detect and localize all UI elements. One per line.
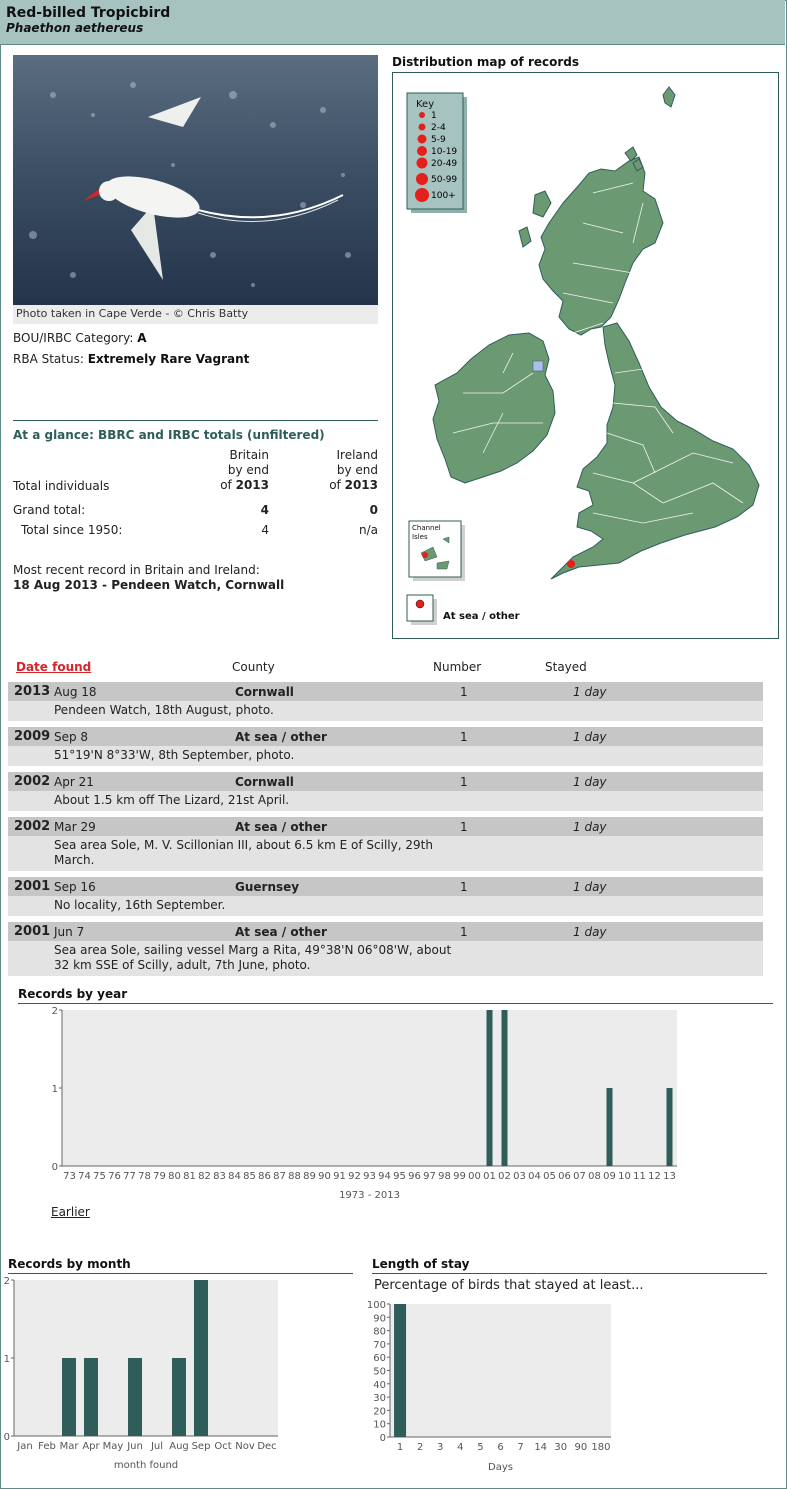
grand-total-ireland: 0 [369,503,378,517]
x-tick-label: Jun [127,1441,143,1452]
y-tick-label: 2 [3,1276,10,1287]
record-row [8,877,763,916]
grand-total-label: Grand total: [13,503,86,517]
x-tick-label: 04 [528,1171,541,1182]
plot-area [390,1304,611,1437]
record-date: Aug 18 [54,685,97,699]
key-dot [417,146,427,156]
key-dot [419,124,426,131]
category-value: A [137,331,147,345]
x-tick-label: Oct [214,1441,232,1452]
y-tick-label: 80 [373,1326,386,1338]
col-ireland-header: Ireland by end of 2013 [329,448,378,492]
y-tick-label: 70 [373,1339,386,1351]
record-stayed: 1 day [573,880,607,894]
record-stayed: 1 day [573,775,607,789]
x-tick-label: 99 [453,1171,466,1182]
key-label: 10-19 [431,147,458,157]
grand-total-britain: 4 [260,503,269,517]
x-tick-label: Sep [191,1441,211,1452]
x-tick-label: Apr [82,1441,100,1452]
bar [394,1304,406,1437]
record-county: Guernsey [235,880,300,894]
records-by-year-chart [40,1005,690,1205]
record-date: Sep 16 [54,880,96,894]
county-header: County [232,660,275,674]
channel-isles-label-2: Isles [412,533,428,541]
rba-status-value: Extremely Rare Vagrant [87,352,250,366]
x-tick-label: 94 [378,1171,391,1182]
map-ireland [433,333,555,483]
record-stayed: 1 day [573,685,607,699]
record-number: 1 [460,730,468,744]
length-of-stay-subtitle: Percentage of birds that stayed at least... [374,1278,644,1293]
map-england-wales [551,323,759,579]
x-tick-label: 73 [63,1171,76,1182]
y-tick-label: 0 [3,1432,10,1443]
record-details: Sea area Sole, M. V. Scillonian III, about 6.5 km E of Scilly, 29th March. [54,838,433,867]
y-tick-label: 40 [373,1379,386,1391]
record-date: Apr 21 [54,775,94,789]
plot-area [14,1280,278,1436]
record-number: 1 [460,685,468,699]
since-1950-britain: 4 [261,523,269,537]
record-year: 2001 [14,924,51,939]
x-tick-label: Nov [235,1441,255,1452]
length-of-stay-chart [360,1295,620,1475]
x-tick-label: 6 [497,1442,504,1453]
x-tick-label: 06 [558,1171,571,1182]
x-tick-label: 01 [483,1171,496,1182]
x-tick-label: 97 [423,1171,436,1182]
key-dot [416,173,428,185]
at-sea-label: At sea / other [443,611,520,622]
x-tick-label: 78 [138,1171,151,1182]
y-tick-label: 1 [3,1354,10,1365]
y-tick-label: 10 [373,1419,386,1431]
species-header [0,0,785,45]
category-row [13,331,147,345]
x-tick-label: 77 [123,1171,136,1182]
record-date: Mar 29 [54,820,96,834]
y-tick-label: 90 [373,1313,386,1325]
x-tick-label: 87 [273,1171,286,1182]
x-tick-label: 03 [513,1171,526,1182]
x-tick-label: 84 [228,1171,241,1182]
y-tick-label: 30 [373,1393,386,1405]
x-tick-label: 93 [363,1171,376,1182]
key-label: 50-99 [431,175,458,185]
x-tick-label: 92 [348,1171,361,1182]
x-tick-label: 82 [198,1171,211,1182]
key-dot [417,158,428,169]
bar [128,1358,142,1436]
record-date: Sep 8 [54,730,89,744]
y-tick-label: 100 [366,1300,386,1311]
record-county: Cornwall [235,775,294,789]
record-year: 2002 [14,819,51,834]
bar [194,1280,208,1436]
record-date: Jun 7 [54,925,85,939]
bar [62,1358,76,1436]
x-tick-label: 1 [396,1442,404,1453]
x-tick-label: 14 [534,1442,548,1453]
species-photo [13,55,378,305]
rba-status-label: RBA Status: [13,352,84,366]
x-axis-label: 1973 - 2013 [339,1190,400,1201]
x-tick-label: 02 [498,1171,511,1182]
species-scientific-name: Phaethon aethereus [6,21,144,35]
glance-title: At a glance: BBRC and IRBC totals (unfiltered) [13,420,378,442]
record-year: 2013 [14,684,51,699]
record-county: At sea / other [235,925,327,939]
distribution-map[interactable] [392,72,779,639]
since-1950-label: Total since 1950: [21,523,123,537]
category-label: BOU/IRBC Category: [13,331,134,345]
x-tick-label: 88 [288,1171,301,1182]
x-tick-label: 86 [258,1171,271,1182]
since-1950-ireland: n/a [358,523,378,537]
x-tick-label: 90 [574,1442,588,1453]
map-record-cornwall [567,560,575,568]
x-tick-label: 90 [318,1171,331,1182]
record-year: 2009 [14,729,51,744]
x-tick-label: Dec [257,1441,277,1452]
x-tick-label: 91 [333,1171,346,1182]
x-tick-label: 85 [243,1171,256,1182]
map-title: Distribution map of records [392,55,580,69]
x-tick-label: 09 [603,1171,616,1182]
records-by-month-chart [0,1275,290,1475]
x-tick-label: 10 [618,1171,631,1182]
record-number: 1 [460,775,468,789]
x-axis-label: Days [488,1462,513,1473]
plot-area [62,1010,677,1166]
x-tick-label: 07 [573,1171,586,1182]
record-row [8,727,763,766]
bar [502,1010,508,1166]
bar [487,1010,493,1166]
map-key [407,93,467,213]
recent-record-value: 18 Aug 2013 - Pendeen Watch, Cornwall [13,578,285,592]
record-row [8,772,763,811]
length-of-stay-title: Length of stay [372,1257,767,1274]
record-row [8,682,763,721]
x-tick-label: 98 [438,1171,451,1182]
x-tick-label: 12 [648,1171,661,1182]
bar [84,1358,98,1436]
recent-record-label: Most recent record in Britain and Ireland: [13,563,260,577]
x-tick-label: 3 [437,1442,444,1453]
x-tick-label: 83 [213,1171,226,1182]
record-stayed: 1 day [573,730,607,744]
rba-status-row [13,352,249,366]
x-tick-label: 79 [153,1171,166,1182]
record-details: 51°19'N 8°33'W, 8th September, photo. [54,748,295,762]
records-by-month-title: Records by month [8,1257,353,1274]
channel-isles-label-1: Channel [412,524,441,532]
record-number: 1 [460,925,468,939]
x-tick-label: 80 [168,1171,181,1182]
x-tick-label: Feb [38,1441,56,1452]
col-britain-header: Britain by end of 2013 [220,448,269,492]
y-tick-label: 2 [51,1006,58,1017]
x-tick-label: 75 [93,1171,106,1182]
key-label: 100+ [431,191,456,201]
record-county: At sea / other [235,730,327,744]
at-sea-inset [407,595,520,625]
number-header: Number [433,660,482,674]
total-individuals-label: Total individuals [13,479,110,493]
record-details: Pendeen Watch, 18th August, photo. [54,703,274,717]
x-tick-label: 96 [408,1171,421,1182]
x-tick-label: 89 [303,1171,316,1182]
x-tick-label: 13 [663,1171,676,1182]
x-tick-label: 05 [543,1171,556,1182]
species-common-name: Red-billed Tropicbird [6,5,171,21]
record-details: About 1.5 km off The Lizard, 21st April. [54,793,290,807]
record-county: At sea / other [235,820,327,834]
key-dot [418,135,427,144]
x-tick-label: 2 [416,1442,424,1453]
record-year: 2002 [14,774,51,789]
bar [607,1088,613,1166]
record-number: 1 [460,820,468,834]
x-tick-label: 00 [468,1171,481,1182]
y-tick-label: 20 [373,1406,386,1418]
x-tick-label: 11 [633,1171,646,1182]
record-row [8,922,763,976]
x-tick-label: 30 [554,1442,568,1453]
x-tick-label: 08 [588,1171,601,1182]
x-tick-label: Jan [17,1441,33,1452]
record-county: Cornwall [235,685,294,699]
key-dot [415,188,429,202]
y-tick-label: 50 [373,1366,386,1378]
x-tick-label: Jul [150,1441,164,1452]
x-tick-label: Mar [59,1441,79,1452]
key-label: 5-9 [431,135,446,145]
x-tick-label: Aug [169,1441,189,1452]
key-label: 20-49 [431,159,458,169]
key-label: 1 [431,111,437,121]
bar [667,1088,673,1166]
key-label: 2-4 [431,123,446,133]
x-tick-label: May [102,1441,124,1452]
y-tick-label: 0 [51,1162,58,1173]
y-tick-label: 0 [379,1433,386,1444]
x-tick-label: 95 [393,1171,406,1182]
record-details: Sea area Sole, sailing vessel Marg a Rita, 49°38'N 06°08'W, about 32 km SSE of Scilly, adult, 7th June, photo. [54,943,452,972]
record-year: 2001 [14,879,51,894]
record-stayed: 1 day [573,820,607,834]
stayed-header: Stayed [545,660,587,674]
sort-date-found-link[interactable]: Date found [16,660,92,674]
x-tick-label: 7 [517,1442,524,1453]
records-by-year-title: Records by year [18,987,773,1004]
map-key-title: Key [416,99,435,110]
channel-isles-inset [409,521,465,581]
record-details: No locality, 16th September. [54,898,226,912]
x-tick-label: 81 [183,1171,196,1182]
x-tick-label: 76 [108,1171,121,1182]
y-tick-label: 1 [51,1084,58,1095]
x-tick-label: 74 [78,1171,91,1182]
key-dot [419,112,425,118]
x-tick-label: 4 [457,1442,464,1453]
bar [172,1358,186,1436]
record-number: 1 [460,880,468,894]
x-tick-label: 180 [591,1442,611,1453]
record-stayed: 1 day [573,925,607,939]
earlier-link[interactable]: Earlier [51,1205,90,1219]
x-tick-label: 5 [477,1442,484,1453]
photo-caption: Photo taken in Cape Verde - © Chris Batty [13,305,378,324]
record-row [8,817,763,871]
y-tick-label: 60 [373,1353,386,1365]
map-scotland [539,157,663,335]
x-axis-label: month found [113,1460,179,1471]
